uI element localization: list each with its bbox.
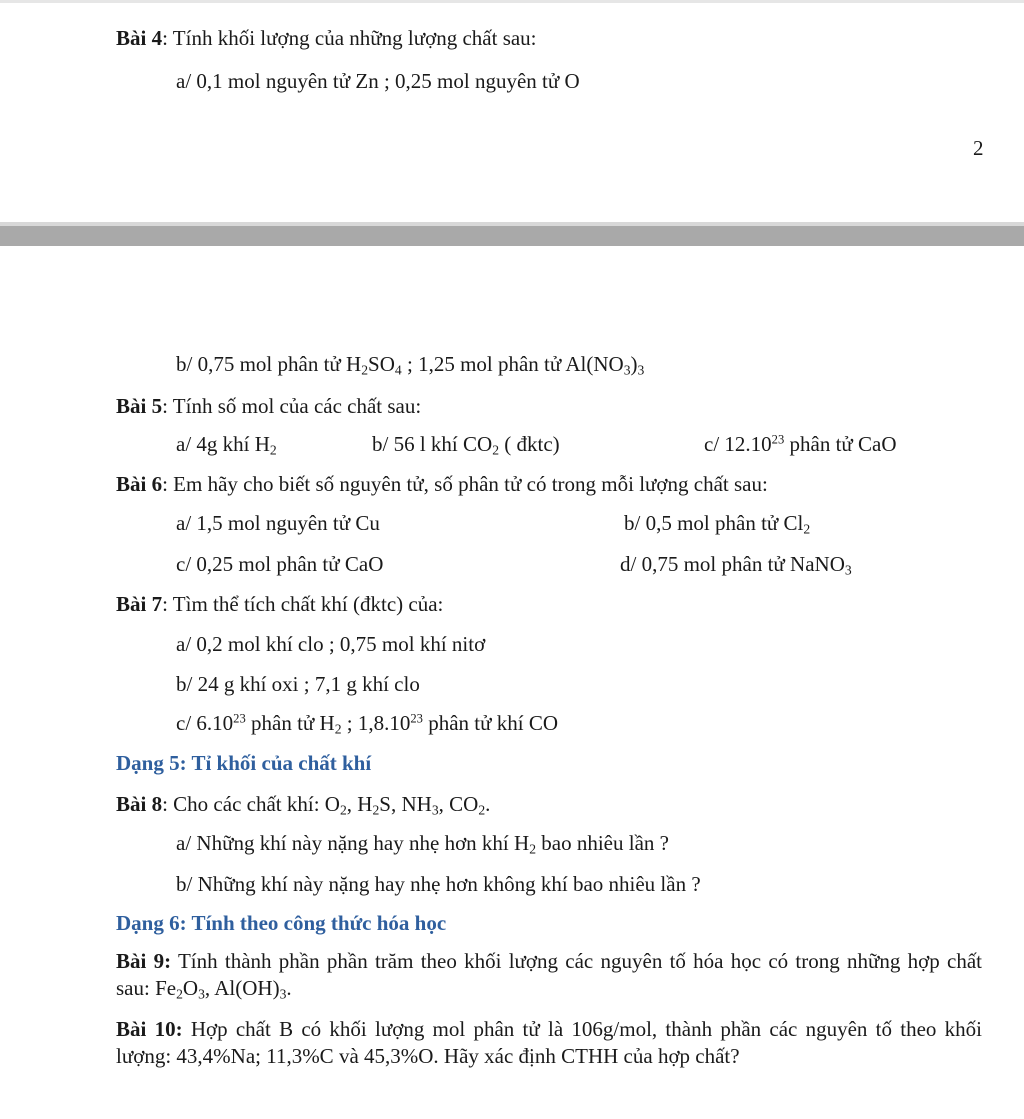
dang6-heading: Dạng 6: Tính theo công thức hóa học <box>116 911 447 935</box>
bai8-item-b: b/ Những khí này nặng hay nhẹ hơn không khí bao nhiêu lần ? <box>176 872 701 896</box>
bai7-heading <box>116 592 443 616</box>
bai8-t3: S, NH <box>379 792 432 816</box>
bai9-t4: . <box>286 976 292 1000</box>
bai6-item-c: c/ 0,25 mol phân tử CaO <box>176 552 384 576</box>
bai6-item-a: a/ 1,5 mol nguyên tử Cu <box>176 511 380 535</box>
bai9-t2: O <box>182 976 199 1000</box>
bai4-b-t2: SO <box>368 352 395 376</box>
bai8-a-text: a/ Những khí này nặng hay nhẹ hơn khí H <box>176 831 530 855</box>
bai4-text: : Tính khối lượng của những lượng chất sau: <box>162 26 537 50</box>
bai9-t3: , Al(OH) <box>204 976 280 1000</box>
bai7-c-sup2: 23 <box>410 711 423 726</box>
bai9-s2: 3 <box>198 986 205 1002</box>
bai10-label: Bài 10: <box>116 1017 183 1041</box>
bai8-t1: : Cho các chất khí: O <box>162 792 340 816</box>
bai4-b-s1: 2 <box>361 362 369 378</box>
bai8-label: Bài 8 <box>116 792 163 816</box>
bai9-paragraph <box>116 948 982 1002</box>
bai4-b-t1: b/ 0,75 mol phân tử H <box>176 352 362 376</box>
bai8-a-tail: bao nhiêu lần ? <box>536 831 669 855</box>
bai8-t5: . <box>485 792 491 816</box>
bai6-heading <box>116 472 768 496</box>
page-separator <box>0 226 1024 246</box>
bai8-t2: , H <box>346 792 373 816</box>
bai7-item-c <box>176 711 558 735</box>
bai6-item-b <box>624 511 810 535</box>
page-top-edge <box>0 0 1024 3</box>
bai8-item-a <box>176 831 669 855</box>
bai4-label: Bài 4 <box>116 26 163 50</box>
bai6-label: Bài 6 <box>116 472 163 496</box>
bai5-item-c <box>704 432 897 456</box>
bai6-text: : Em hãy cho biết số nguyên tử, số phân tử có trong mỗi lượng chất sau: <box>162 472 768 496</box>
bai7-label: Bài 7 <box>116 592 163 616</box>
bai8-s1: 2 <box>339 802 347 818</box>
bai7-c-sup1: 23 <box>233 711 246 726</box>
bai9-label: Bài 9: <box>116 949 172 973</box>
bai10-paragraph <box>116 1016 982 1070</box>
bai5-b-text: b/ 56 l khí CO <box>372 432 493 456</box>
bai8-a-sub: 2 <box>529 841 537 857</box>
bai5-heading <box>116 394 421 418</box>
bai4-b-t4: ) <box>630 352 638 376</box>
bai5-label: Bài 5 <box>116 394 163 418</box>
bai5-text: : Tính số mol của các chất sau: <box>162 394 422 418</box>
bai4-b-s4: 3 <box>637 362 645 378</box>
bai5-b-tail: ( đktc) <box>499 432 560 456</box>
bai7-c-t3: ; 1,8.10 <box>341 711 411 735</box>
bai5-item-b <box>372 432 560 456</box>
bai5-c-tail: phân tử CaO <box>784 432 897 456</box>
bai8-s4: 2 <box>478 802 486 818</box>
page-number: 2 <box>973 136 984 160</box>
bai9-s3: 3 <box>279 986 287 1002</box>
bai6-d-text: d/ 0,75 mol phân tử NaNO <box>620 552 845 576</box>
bai8-heading <box>116 792 490 816</box>
bai7-text: : Tìm thể tích chất khí (đktc) của: <box>162 592 444 616</box>
bai6-d-sub: 3 <box>844 562 852 578</box>
bai4-b-t3: ; 1,25 mol phân tử Al(NO <box>401 352 624 376</box>
bai5-b-sub: 2 <box>492 442 500 458</box>
bai6-item-d <box>620 552 852 576</box>
bai5-c-text: c/ 12.10 <box>704 432 772 456</box>
bai9-s1: 2 <box>176 986 183 1002</box>
bai7-c-t1: c/ 6.10 <box>176 711 234 735</box>
bai4-item-b <box>176 352 644 376</box>
bai5-a-text: a/ 4g khí H <box>176 432 270 456</box>
bai4-b-s3: 3 <box>623 362 631 378</box>
bai9-t1: Tính thành phần phần trăm theo khối lượng các nguyên tố hóa học có trong những hợp chất sau: Fe <box>116 949 982 1000</box>
bai4-item-a: a/ 0,1 mol nguyên tử Zn ; 0,25 mol nguyên tử O <box>176 69 580 93</box>
bai4-b-s2: 4 <box>394 362 402 378</box>
bai7-item-a: a/ 0,2 mol khí clo ; 0,75 mol khí nitơ <box>176 632 486 656</box>
bai8-s3: 3 <box>431 802 439 818</box>
bai10-text: Hợp chất B có khối lượng mol phân tử là 106g/mol, thành phần các nguyên tố theo khối lượng: 43,4%Na; 11,3%C và 45,3%O. Hãy xác định CTHH của hợp chất? <box>116 1017 982 1068</box>
bai6-b-text: b/ 0,5 mol phân tử Cl <box>624 511 804 535</box>
bai7-c-sub1: 2 <box>334 721 342 737</box>
bai7-c-t4: phân tử khí CO <box>422 711 559 735</box>
bai5-a-sub: 2 <box>269 442 277 458</box>
bai8-s2: 2 <box>372 802 380 818</box>
dang5-heading: Dạng 5: Tỉ khối của chất khí <box>116 751 372 775</box>
bai4-heading <box>116 26 537 50</box>
bai5-item-a <box>176 432 277 456</box>
bai5-c-sup: 23 <box>771 432 785 447</box>
bai6-b-sub: 2 <box>803 521 811 537</box>
bai7-c-t2: phân tử H <box>245 711 335 735</box>
bai7-item-b: b/ 24 g khí oxi ; 7,1 g khí clo <box>176 672 420 696</box>
bai8-t4: , CO <box>438 792 479 816</box>
